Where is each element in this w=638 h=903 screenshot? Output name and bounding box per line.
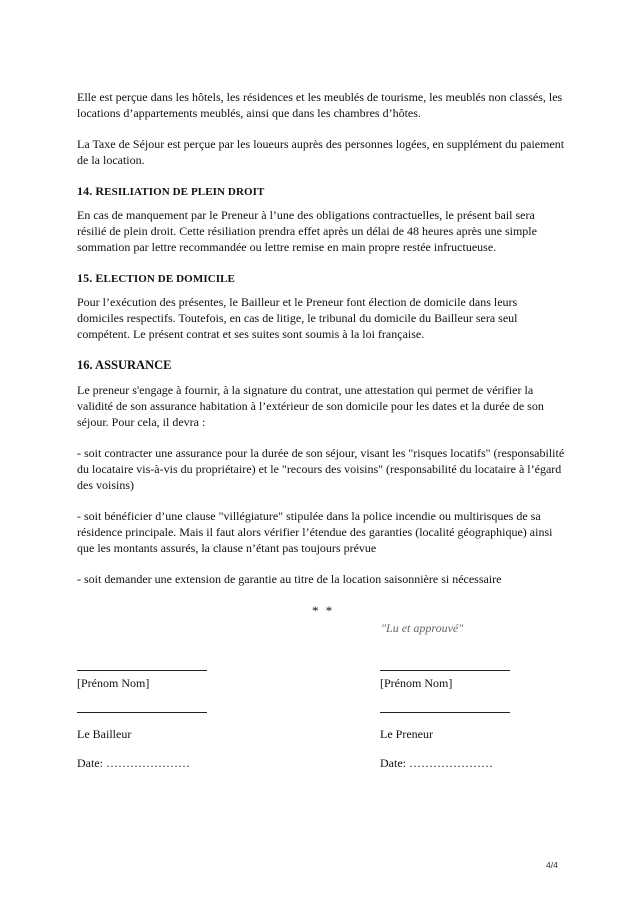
section-16-item-1: - soit contracter une assurance pour la durée de son séjour, visant les "risques locatifs" (responsabilité du locataire vis-à-vis du propriétaire) et le "recours des voisins" (responsabilité du locataire à l’égard des voisins): [77, 446, 565, 492]
bailleur-second-line: [77, 712, 207, 713]
section-16-intro: Le preneur s'engage à fournir, à la signature du contrat, une attestation qui permet de vérifier la validité de son assurance habitation à l’extérieur de son domicile pour les dates et la durée de son séjour. Pour cela, il devra :: [77, 383, 544, 429]
section-16-item-2: - soit bénéficier d’une clause "villégiature" stipulée dans la police incendie ou multirisques de sa résidence principale. Mais il faut alors vérifier l’étendue des garanties (localité géographique) ainsi que les montants assurés, la clause n’étant pas toujours prévue: [77, 509, 553, 555]
preneur-date: Date: …………………: [380, 756, 493, 770]
section-15-title: LECTION DE DOMICILE: [103, 273, 235, 285]
section-16-heading: 16. ASSURANCE: [77, 358, 172, 372]
paragraph-taxe-sejour: La Taxe de Séjour est perçue par les loueurs auprès des personnes logées, en supplément du paiement de la location.: [77, 137, 565, 167]
preneur-label: Le Preneur: [380, 727, 433, 741]
preneur-name: [Prénom Nom]: [380, 676, 453, 690]
bailleur-date: Date: …………………: [77, 756, 190, 770]
lu-et-approuve-label: "Lu et approuvé": [381, 621, 464, 635]
section-14-heading: [77, 183, 565, 200]
bailleur-signature-line: [77, 670, 207, 671]
bailleur-label: Le Bailleur: [77, 727, 132, 741]
document-body: [77, 89, 565, 602]
section-15-number: 15. E: [77, 271, 104, 285]
preneur-signature-line: [380, 670, 510, 671]
section-14-number: 14. R: [77, 184, 105, 198]
page-number: 4/4: [546, 860, 558, 870]
section-14-title: ESILIATION DE PLEIN DROIT: [104, 186, 265, 198]
preneur-second-line: [380, 712, 510, 713]
section-16-item-3: - soit demander une extension de garantie au titre de la location saisonnière si nécessaire: [77, 572, 502, 586]
section-14-body: En cas de manquement par le Preneur à l’une des obligations contractuelles, le présent bail sera résilié de plein droit. Cette résiliation prendra effet après un délai de 48 heures après une simple sommation par lettre recommandée ou lettre remise en main propre restée infructueuse.: [77, 208, 537, 254]
section-15-body: Pour l’exécution des présentes, le Bailleur et le Preneur font élection de domicile dans leurs domiciles respectifs. Toutefois, en cas de litige, le tribunal du domicile du Bailleur sera seul compétent. Le présent contrat et ses suites sont soumis à la loi française.: [77, 295, 518, 341]
paragraph-taxe-perception: Elle est perçue dans les hôtels, les résidences et les meublés de tourisme, les meublés non classés, les locations d’appartements meublés, ainsi que dans les chambres d’hôtes.: [77, 90, 563, 120]
bailleur-name: [Prénom Nom]: [77, 676, 150, 690]
separator-stars: * *: [312, 603, 335, 618]
section-15-heading: [77, 270, 565, 287]
